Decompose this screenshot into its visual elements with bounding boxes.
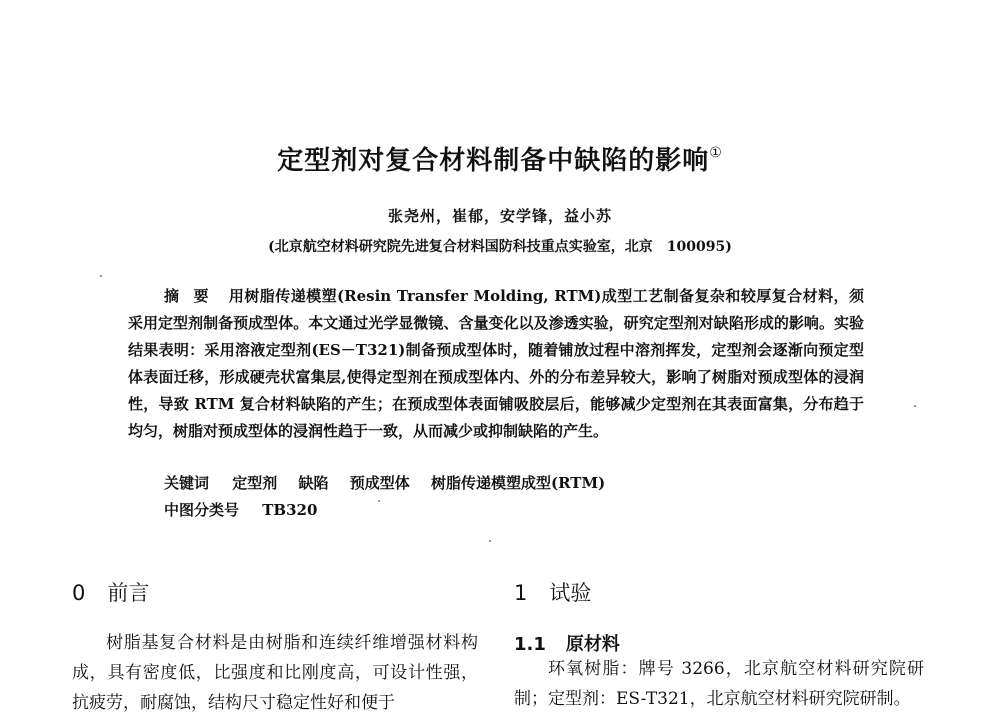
subsection-number: 1.1 [514, 634, 546, 655]
section-heading-experiment [514, 577, 591, 607]
abstract-block [128, 283, 864, 445]
abstract-text: 用树脂传递模塑(Resin Transfer Molding, RTM)成型工艺制备复杂和较厚复合材料，须采用定型剂制备预成型体。本文通过光学显微镜、含量变化以及渗透实验，研究定型剂对缺陷形成的影响。实验结果表明：采用溶液定型剂(ES－T321)制备预成型体时，随着铺放过程中溶剂挥发，定型剂会逐渐向预定型体表面迁移，形成硬壳状富集层,使得定型剂在预成型体内、外的分布差异较大，影响了树脂对预成型体的浸润性，导致 RTM 复合材料缺陷的产生；在预成型体表面铺吸胶层后，能够减少定型剂在其表面富集，分布趋于均匀，树脂对预成型体的浸润性趋于一致，从而减少或抑制缺陷的产生。 [128, 287, 864, 440]
paper-title [0, 140, 1000, 177]
title-text: 定型剂对复合材料制备中缺陷的影响 [277, 146, 710, 176]
keywords-label: 关键词 [164, 474, 210, 492]
classification-label: 中图分类号 [164, 501, 240, 519]
keyword-item: 缺陷 [298, 474, 329, 492]
scan-speck [489, 540, 491, 542]
keyword-item: 树脂传递模塑成型(RTM) [431, 474, 606, 492]
section-number: 1 [514, 581, 528, 605]
keyword-item: 定型剂 [232, 474, 278, 492]
classification-line [164, 499, 317, 520]
scan-speck [914, 405, 916, 407]
classification-value: TB320 [262, 501, 318, 519]
title-footnote-mark: ① [709, 145, 723, 161]
section-title: 前言 [107, 581, 150, 605]
subsection-title: 原材料 [565, 634, 620, 655]
intro-paragraph: 树脂基复合材料是由树脂和连续纤维增强材料构成，具有密度低，比强度和比刚度高，可设计性强，抗疲劳，耐腐蚀，结构尺寸稳定性好和便于 [72, 633, 478, 713]
scan-speck [378, 500, 380, 502]
subsection-heading-materials [514, 630, 620, 656]
section-heading-intro [72, 577, 149, 607]
keyword-item: 预成型体 [349, 474, 410, 492]
abstract-label: 摘要 [164, 287, 223, 305]
author-list: 张尧州，崔郁，安学锋，益小苏 [387, 207, 612, 225]
affiliation: (北京航空材料研究院先进复合材料国防科技重点实验室，北京 100095) [268, 239, 732, 255]
keywords-line [164, 472, 621, 493]
section-number: 0 [72, 581, 86, 605]
scan-speck [100, 275, 102, 277]
section-title: 试验 [549, 581, 592, 605]
materials-paragraph: 环氧树脂：牌号 3266，北京航空材料研究院研制；定型剂：ES-T321，北京航空材料研究院研制。 [514, 659, 924, 709]
